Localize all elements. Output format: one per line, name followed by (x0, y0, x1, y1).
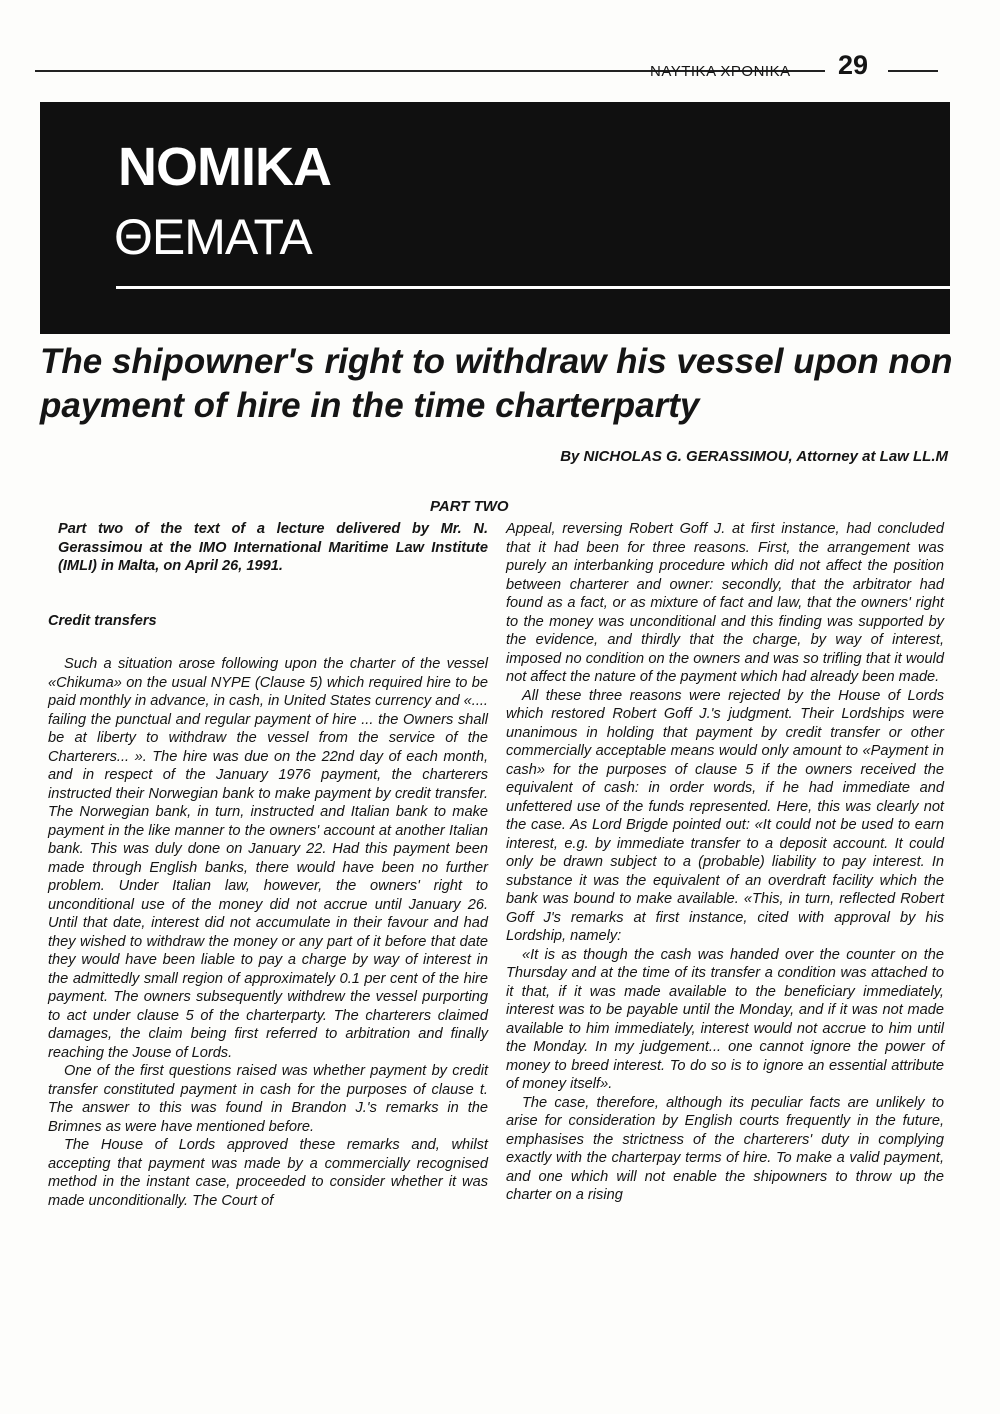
body-paragraph: All these three reasons were rejected by the House of Lords which restored Robert Goff J.'s judgment. Their Lordships were unanimous in holding that payment by credit transfer or other commercially acceptable means would only amount to «Payment in cash» for the purposes of clause 5 if the owners received the equivalent of cash: in order words, if he had immediate and unfettered use of the funds represented. Here, this was clearly not the case. As Lord Brigde pointed out: «It could not be used to earn interest, e.g. by immediate transfer to a deposit account. It could only be drawn subject to a (probable) liability to pay interest. In substance it was the equivalent of an overdraft facility which the bank was bound to make available. «This, in turn, reflected Robert Goff J's remarks at first instance, cited with approval by his Lordship, namely: (506, 687, 944, 944)
page-number: 29 (838, 50, 869, 80)
body-paragraph: The case, therefore, although its peculiar facts are unlikely to arise for consideration by English courts frequently in the future, emphasises the strictness of the charterers' duty in complying exactly with the charterpay terms of hire. To make a valid payment, and one which will not enable the shipowners to throw up the charter on a rising (506, 1094, 944, 1203)
header-rule-right (888, 70, 938, 72)
body-paragraph: Such a situation arose following upon the charter of the vessel «Chikuma» on the usual NYPE (Clause 5) which required hire to be paid monthly in advance, in cash, in United States currency and «.... failing the punctual and regular payment of hire ... the Owners shall be at liberty to withdraw the vessel from the service of the Charterers... ». The hire was due on the 22nd day of each month, and in respect of the January 1976 payment, the charterers instructed their Norwegian bank to make payment by credit transfer. The Norwegian bank, in turn, instructed and Italian bank to make payment in the like manner to the owners' account at another Italian bank. This was duly done on January 22. Had this payment been made through English banks, there would have been no further problem. Under Italian law, however, the owners' right to unconditional use of the money did not accrue until January 26. Until that date, interest did not accumulate in their favour and had they wished to withdraw the money or any part of it before that date they would have been liable to pay a charge by way of interest in the admittedly small region of approximately 0.1 per cent of the hire payment. The owners subsequently withdrew the vessel purporting to act under clause 5 of the charterparty. The charterers claimed damages, the claim being first referred to arbitration and finally reaching the Jouse of Lords. (48, 656, 488, 1061)
section-heading: Credit transfers (48, 612, 157, 629)
article-byline: By NICHOLAS G. GERASSIMOU, Attorney at Law LL.M (560, 448, 948, 465)
left-column (48, 520, 488, 1210)
right-column (506, 520, 944, 1205)
body-paragraph: Appeal, reversing Robert Goff J. at first instance, had concluded that it had been for three reasons. First, the arrangement was purely an interbanking procedure which did not affect the position between charterer and owner: secondly, that the arbitrator had found as a fact, or as mixture of fact and law, that the owners' right to the money was unconditional and this finding was supported by the evidence, and thirdly that the charge, by way of interest, imposed no condition on the owners and was so trifling that it would not affect the nature of the payment which had already been made. (506, 521, 944, 685)
banner-title: NOMIKA (118, 137, 331, 197)
article-intro: Part two of the text of a lecture delivered by Mr. N. Gerassimou at the IMO International Maritime Law Institute (IMLI) in Malta, on April 26, 1991. (58, 521, 488, 574)
journal-name: ΝΑΥΤΙΚΑ ΧΡΟΝΙΚΑ (650, 63, 791, 80)
quote-paragraph: «It is as though the cash was handed over the counter on the Thursday and at the time of its transfer a condition was attached to it that, if it was made available to the beneficiary immediately, interest was to be payable until the Monday, and if it was not made available to him immediately, interest would not accrue to him until the Monday. In my judgement... one cannot ignore the power of money to breed interest. To do so is to ignore an essential attribute of money itself». (506, 946, 944, 1092)
section-banner (40, 102, 950, 334)
article-title: The shipowner's right to withdraw his vessel upon non payment of hire in the time charterparty (40, 342, 953, 425)
body-paragraph: One of the first questions raised was whether payment by credit transfer constituted payment in cash for the purposes of clause t. The answer to this was found in Brandon J.'s remarks in the Brimnes as were have mentioned before. (48, 1063, 488, 1135)
banner-underline (116, 286, 950, 289)
banner-subtitle: ΘΕΜΑΤΑ (114, 209, 312, 265)
part-label: PART TWO (430, 498, 509, 515)
body-paragraph: The House of Lords approved these remarks and, whilst accepting that payment was made by a commercially recognised method in the instant case, proceeded to consider whether it was made unconditionally. The Court of (48, 1137, 488, 1209)
